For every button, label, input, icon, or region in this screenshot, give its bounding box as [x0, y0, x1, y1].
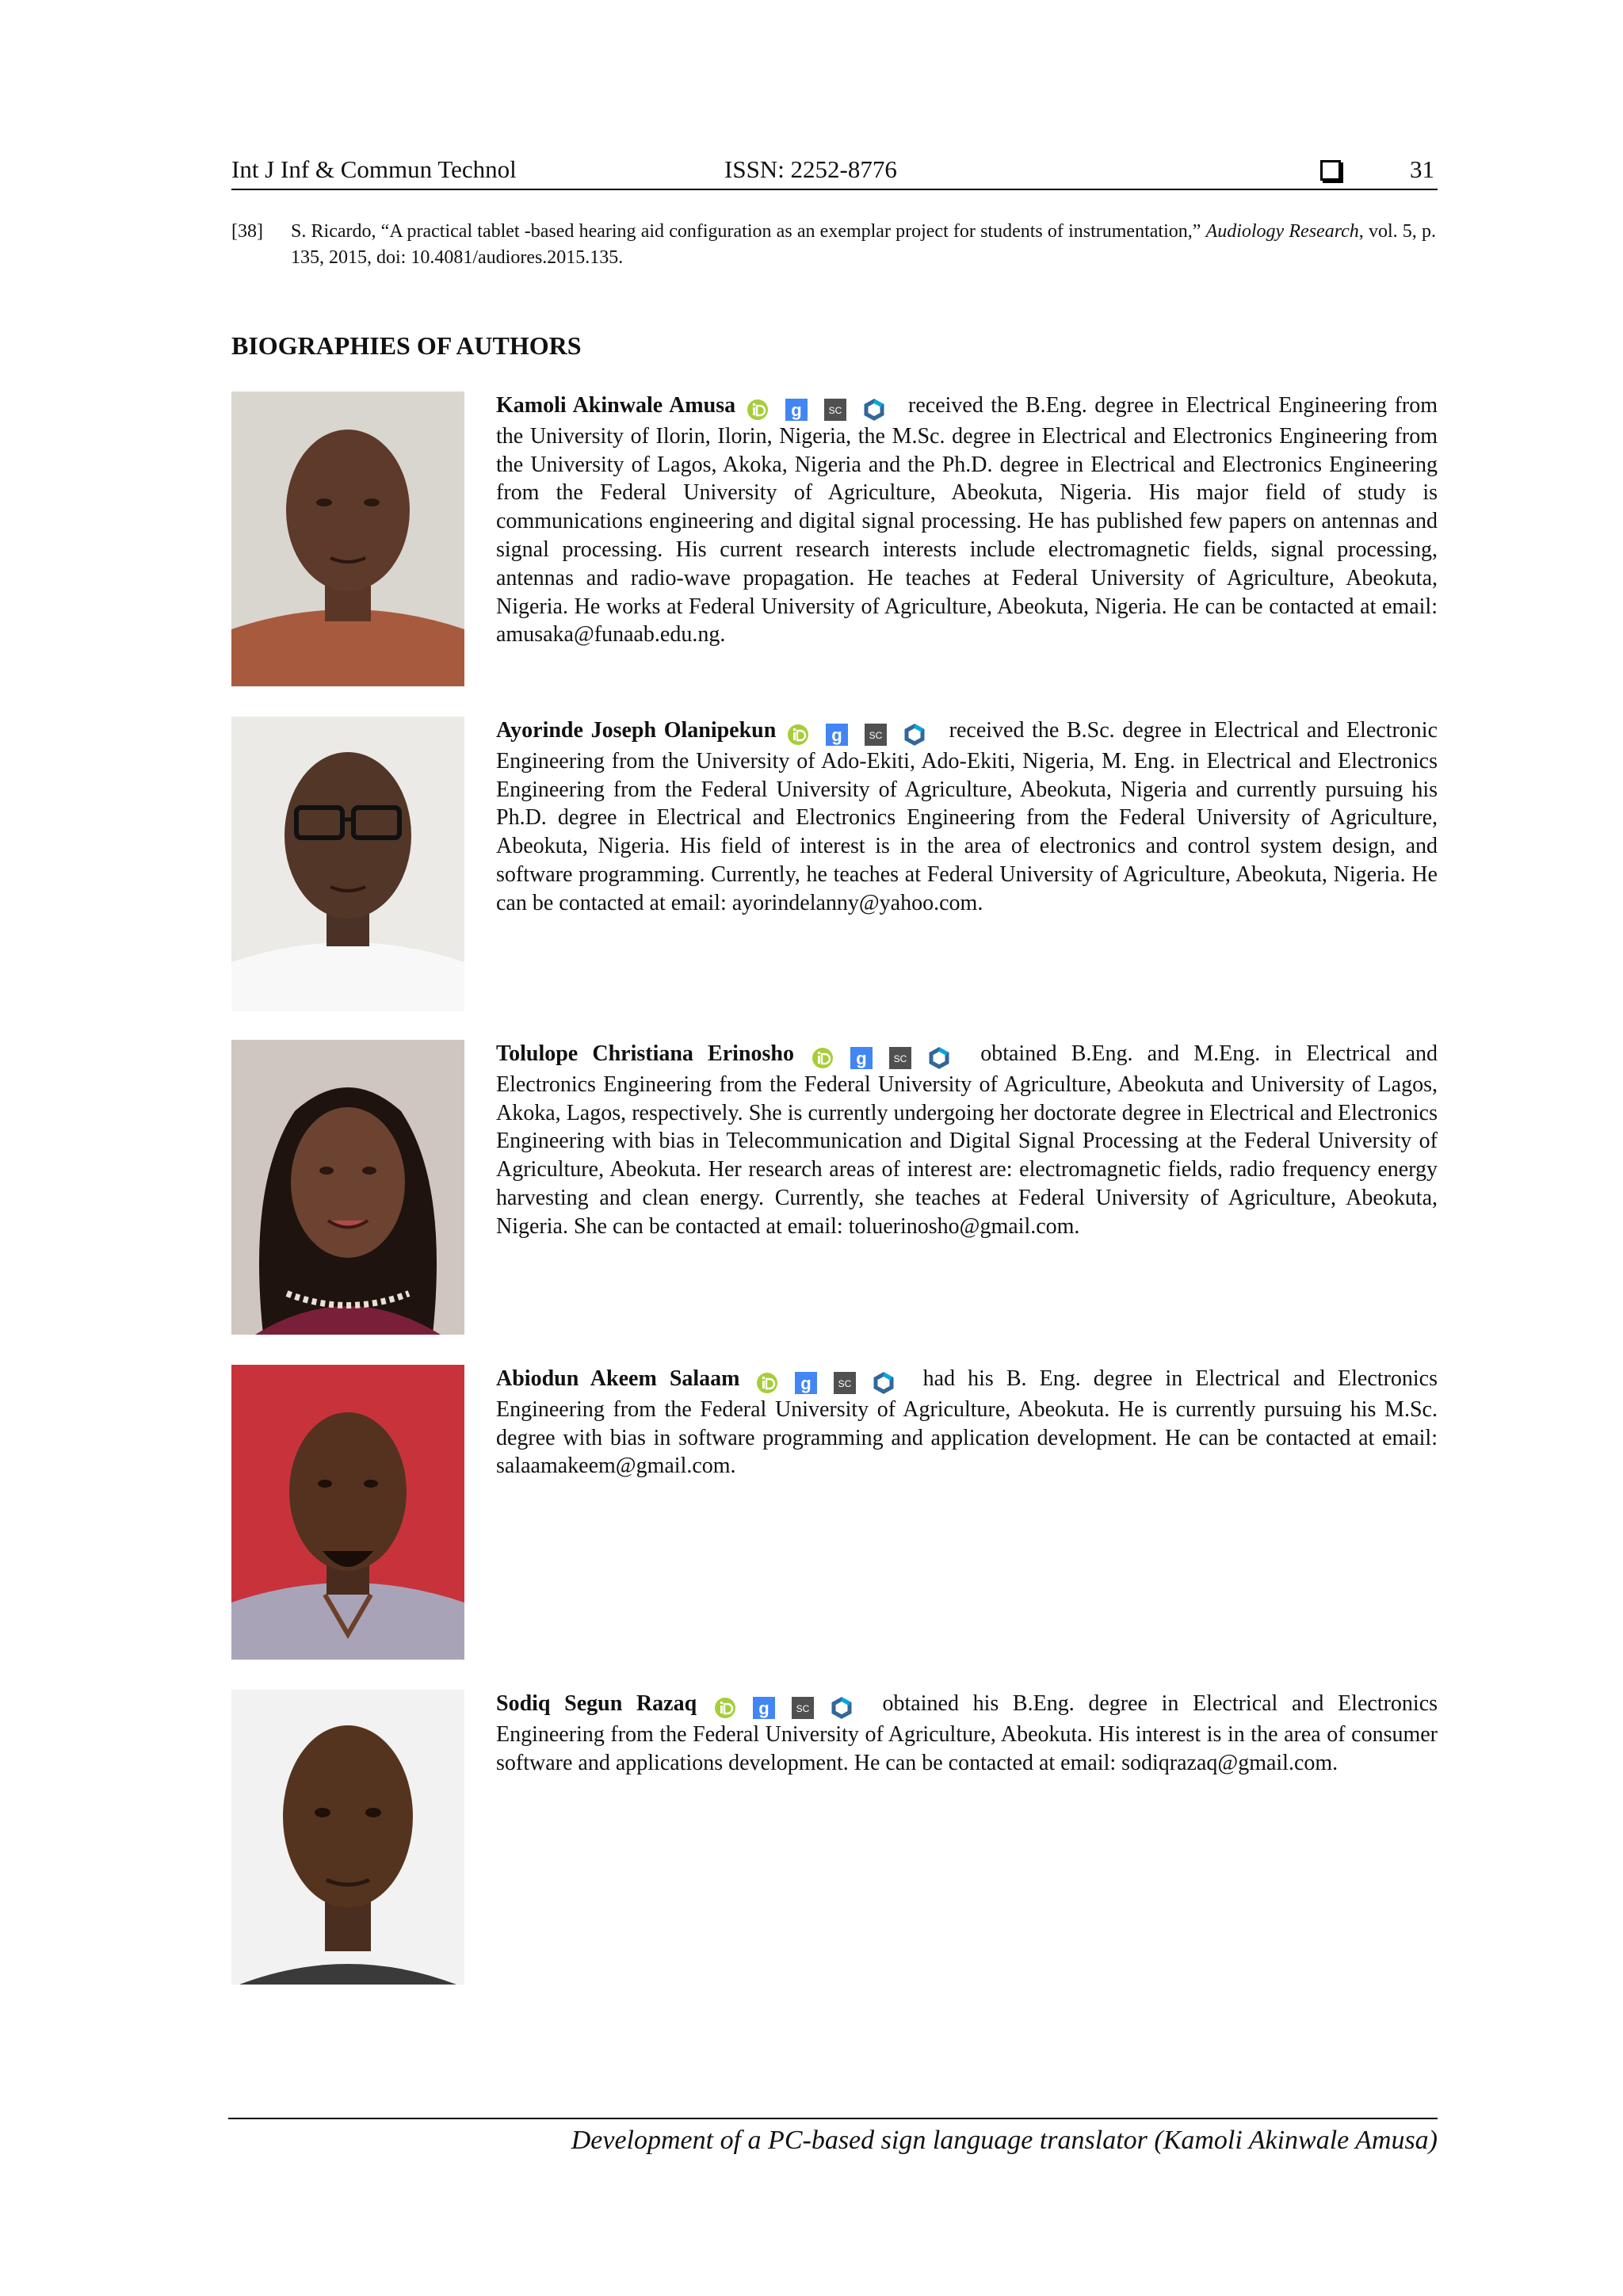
- author-name: Abiodun Akeem Salaam: [496, 1366, 740, 1391]
- orcid-icon[interactable]: [787, 724, 809, 746]
- orcid-icon[interactable]: [714, 1697, 736, 1719]
- journal-name: Int J Inf & Commun Technol: [231, 155, 517, 183]
- reference-text: S. Ricardo, “A practical tablet -based hearing aid configuration as an exemplar project for students of instrumentation,” Audiology Research, vol. 5, p. 135, 2015, doi: 10.4081/audiores.2015.135.: [291, 221, 1436, 268]
- author-bio-4: [231, 1365, 1438, 1660]
- profile-links: [756, 1367, 906, 1396]
- running-header: [231, 155, 1438, 190]
- reference-38: [231, 219, 1436, 271]
- scopus-icon[interactable]: [792, 1697, 814, 1719]
- author-bio-2: [231, 716, 1438, 1011]
- scopus-icon[interactable]: [834, 1372, 856, 1394]
- section-title: BIOGRAPHIES OF AUTHORS: [231, 331, 582, 360]
- google-scholar-icon[interactable]: [785, 399, 808, 421]
- author-bio-text: obtained B.Eng. and M.Eng. in Electrical and Electronics Engineering from the Federal University of Agriculture, Abeokuta and University of Lagos, Akoka, Lagos, respectively. She is currently undergoing her doctorate degree in Electrical and Electronics Engineering with bias in Telecommunication and Digital Signal Processing at the Federal University of Agriculture, Abeokuta. Her research areas of interest are: electromagnetic fields, radio frequency energy harvesting and clean energy. Currently, she teaches at Federal University of Agriculture, Abeokuta, Nigeria. She can be contacted at email: toluerinosho@gmail.com.: [496, 1041, 1438, 1239]
- google-scholar-icon[interactable]: [850, 1047, 873, 1069]
- profile-links: [787, 719, 937, 747]
- profile-links: [812, 1042, 961, 1071]
- author-bio-text: received the B.Sc. degree in Electrical and Electronic Engineering from the University of Ado-Ekiti, Ado-Ekiti, Nigeria, M. Eng. in Electrical and Electronics Engineering from the Federal University of Agriculture, Abeokuta, Nigeria and currently pursuing his Ph.D. degree in Electrical and Electronics Engineering from the Federal University of Agriculture, Abeokuta, Nigeria. His field of interest is in the area of electronics and control system design, and software programming. Currently, he teaches at Federal University of Agriculture, Abeokuta, Nigeria. He can be contacted at email: ayorindelanny@yahoo.com.: [496, 718, 1438, 915]
- page-number: 31: [1410, 155, 1434, 183]
- author-bio-text: had his B. Eng. degree in Electrical and Electronics Engineering from the Federal University of Agriculture, Abeokuta. He is currently pursuing his M.Sc. degree with bias in software programming and application development. He can be contacted at email: salaamakeem@gmail.com.: [496, 1366, 1438, 1479]
- reference-number: [38]: [231, 221, 263, 242]
- author-bio-5: [231, 1690, 1438, 1985]
- profile-links: [714, 1692, 864, 1721]
- svg-text:g: g: [831, 724, 842, 745]
- profile-links: [747, 394, 896, 422]
- orcid-icon[interactable]: [812, 1047, 834, 1069]
- square-bullet-icon: [1320, 160, 1341, 181]
- author-name: Kamoli Akinwale Amusa: [496, 393, 736, 418]
- author-name: Sodiq Segun Razaq: [496, 1691, 697, 1716]
- svg-text:SC: SC: [838, 1377, 851, 1389]
- author-bio-text: obtained his B.Eng. degree in Electrical and Electronics Engineering from the Federal University of Agriculture, Abeokuta. His interest is in the area of consumer software and applications development. He can be contacted at email: sodiqrazaq@gmail.com.: [496, 1691, 1438, 1775]
- author-photo: [231, 1040, 464, 1335]
- author-bio-3: [231, 1040, 1438, 1335]
- author-photo: [231, 716, 464, 1011]
- svg-text:SC: SC: [893, 1052, 907, 1064]
- publons-icon[interactable]: [873, 1372, 895, 1394]
- author-bio-text: received the B.Eng. degree in Electrical Engineering from the University of Ilorin, Ilorin, Nigeria, the M.Sc. degree in Electrical and Electronics Engineering from the University of Lagos, Akoka, Nigeria and the Ph.D. degree in Electrical and Electronics Engineering from the Federal University of Agriculture, Abeokuta, Nigeria. His major field of study is communications engineering and digital signal processing. He has published few papers on antennas and signal processing. His current research interests include electromagnetic fields, signal processing, antennas and radio-wave propagation. He teaches at Federal University of Agriculture, Abeokuta, Nigeria. He works at Federal University of Agriculture, Abeokuta, Nigeria. He can be contacted at email: amusaka@funaab.edu.ng.: [496, 393, 1438, 648]
- publons-icon[interactable]: [863, 399, 885, 421]
- publons-icon[interactable]: [928, 1047, 950, 1069]
- author-name: Tolulope Christiana Erinosho: [496, 1041, 794, 1066]
- reference-journal: Audiology Research: [1205, 221, 1359, 242]
- scopus-icon[interactable]: [889, 1047, 911, 1069]
- svg-text:g: g: [800, 1373, 812, 1393]
- author-photo: [231, 1365, 464, 1660]
- svg-text:SC: SC: [869, 729, 883, 741]
- orcid-icon[interactable]: [756, 1372, 778, 1394]
- scopus-icon[interactable]: [824, 399, 846, 421]
- svg-text:SC: SC: [796, 1702, 810, 1714]
- google-scholar-icon[interactable]: [795, 1372, 817, 1394]
- google-scholar-icon[interactable]: [826, 724, 848, 746]
- publons-icon[interactable]: [831, 1697, 853, 1719]
- svg-text:SC: SC: [828, 404, 842, 416]
- running-footer: [228, 2118, 1438, 2155]
- footer-title: Development of a PC-based sign language translator (Kamoli Akinwale Amusa): [571, 2126, 1438, 2155]
- author-bio-1: [231, 392, 1438, 686]
- svg-text:g: g: [856, 1048, 867, 1068]
- svg-text:g: g: [790, 399, 802, 420]
- google-scholar-icon[interactable]: [753, 1697, 775, 1719]
- scopus-icon[interactable]: [865, 724, 887, 746]
- publons-icon[interactable]: [903, 724, 926, 746]
- issn: ISSN: 2252-8776: [724, 155, 897, 183]
- author-photo: [231, 392, 464, 686]
- author-photo: [231, 1690, 464, 1985]
- svg-text:g: g: [758, 1698, 769, 1718]
- author-name: Ayorinde Joseph Olanipekun: [496, 718, 777, 743]
- orcid-icon[interactable]: [747, 399, 769, 421]
